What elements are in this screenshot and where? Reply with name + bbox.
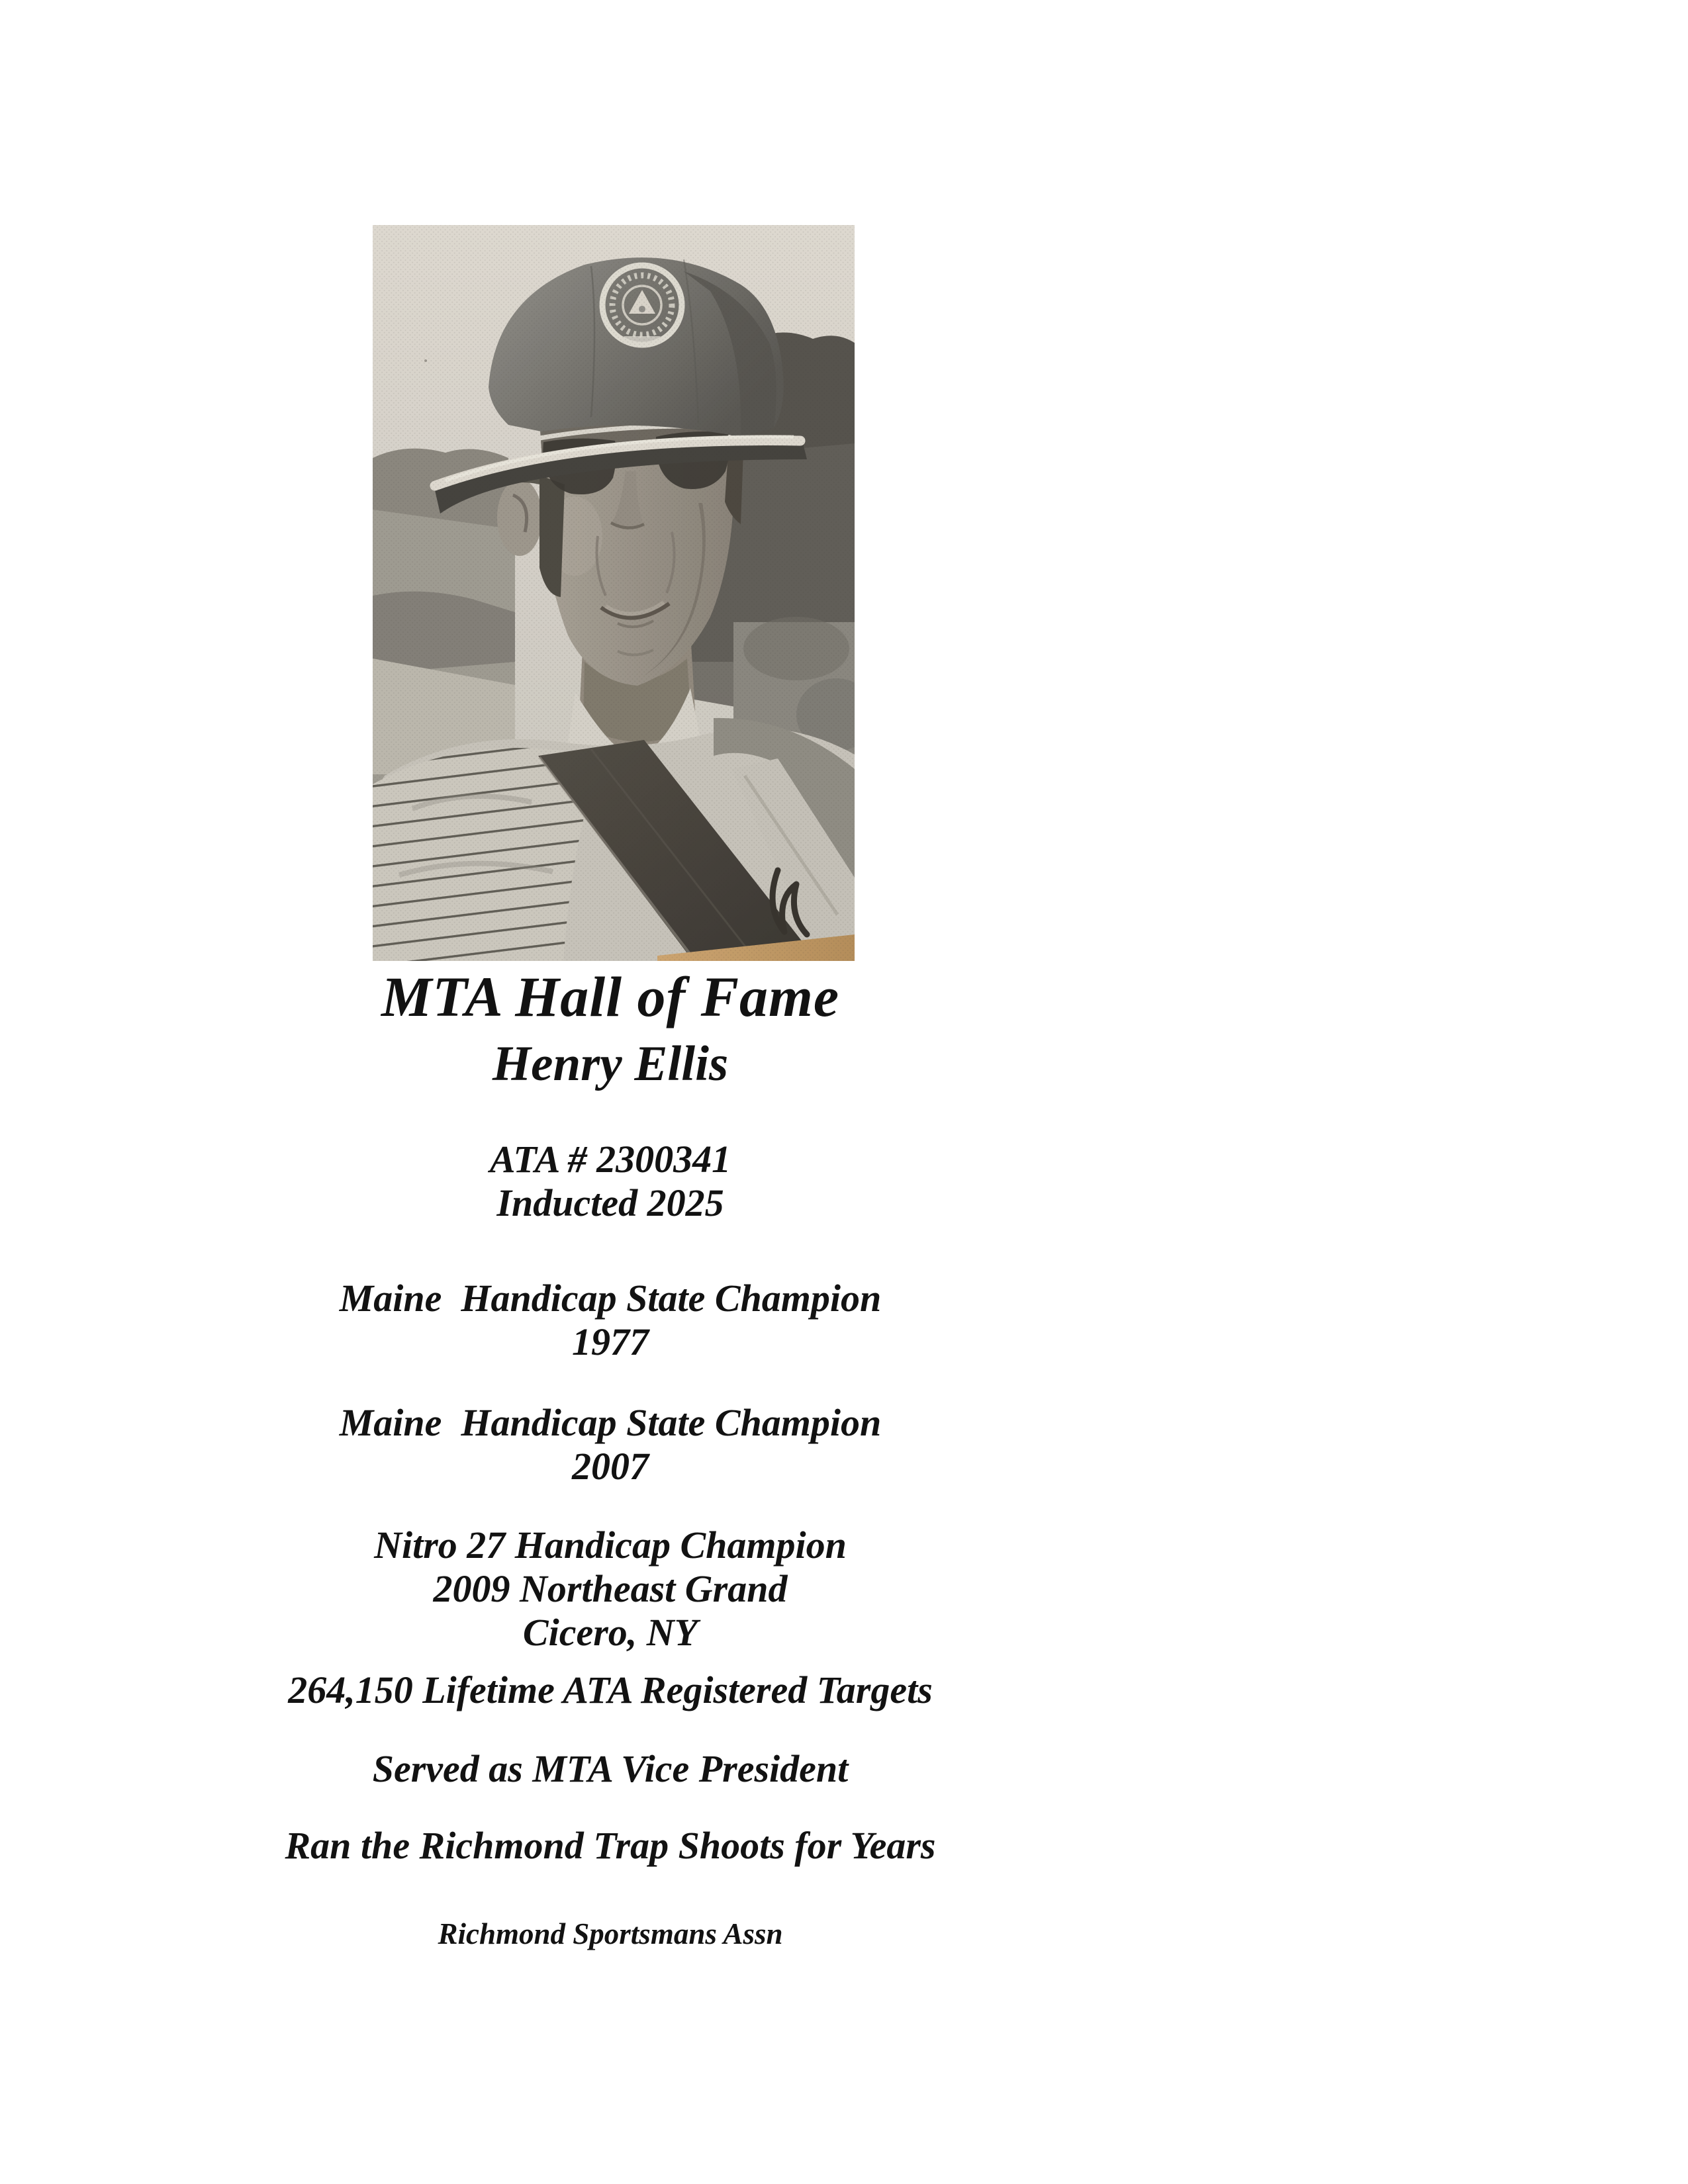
service-block-1 (134, 1747, 1087, 1791)
lifetime-targets-block (134, 1668, 1087, 1712)
page-title (134, 964, 1087, 1030)
award-block-1977 (134, 1277, 1087, 1364)
inductee-name (134, 1035, 1087, 1093)
portrait-photo (373, 225, 855, 961)
ata-block (134, 1138, 1087, 1225)
venue-line: Richmond Sportsmans Assn (438, 1917, 783, 1950)
award-year: 1977 (572, 1320, 649, 1363)
inducted-year: Inducted 2025 (496, 1181, 724, 1224)
award-title: Maine Handicap State Champion (339, 1277, 882, 1320)
award-year: 2007 (572, 1445, 649, 1488)
award-title: Maine Handicap State Champion (339, 1401, 882, 1444)
award-location: Cicero, NY (522, 1611, 698, 1654)
inductee-name-text: Henry Ellis (492, 1036, 729, 1091)
award-title: Nitro 27 Handicap Champion (374, 1524, 847, 1567)
service-line: Served as MTA Vice President (372, 1747, 849, 1790)
page-title-text: MTA Hall of Fame (381, 965, 840, 1028)
service-line: Ran the Richmond Trap Shoots for Years (285, 1824, 936, 1867)
award-block-nitro (134, 1524, 1087, 1655)
venue-footer (134, 1917, 1087, 1951)
portrait-photo-art (373, 225, 855, 961)
award-block-2007 (134, 1401, 1087, 1488)
lifetime-targets-line: 264,150 Lifetime ATA Registered Targets (288, 1668, 933, 1711)
award-event: 2009 Northeast Grand (433, 1567, 788, 1610)
service-block-2 (134, 1824, 1087, 1868)
ata-number: ATA # 2300341 (489, 1138, 731, 1181)
